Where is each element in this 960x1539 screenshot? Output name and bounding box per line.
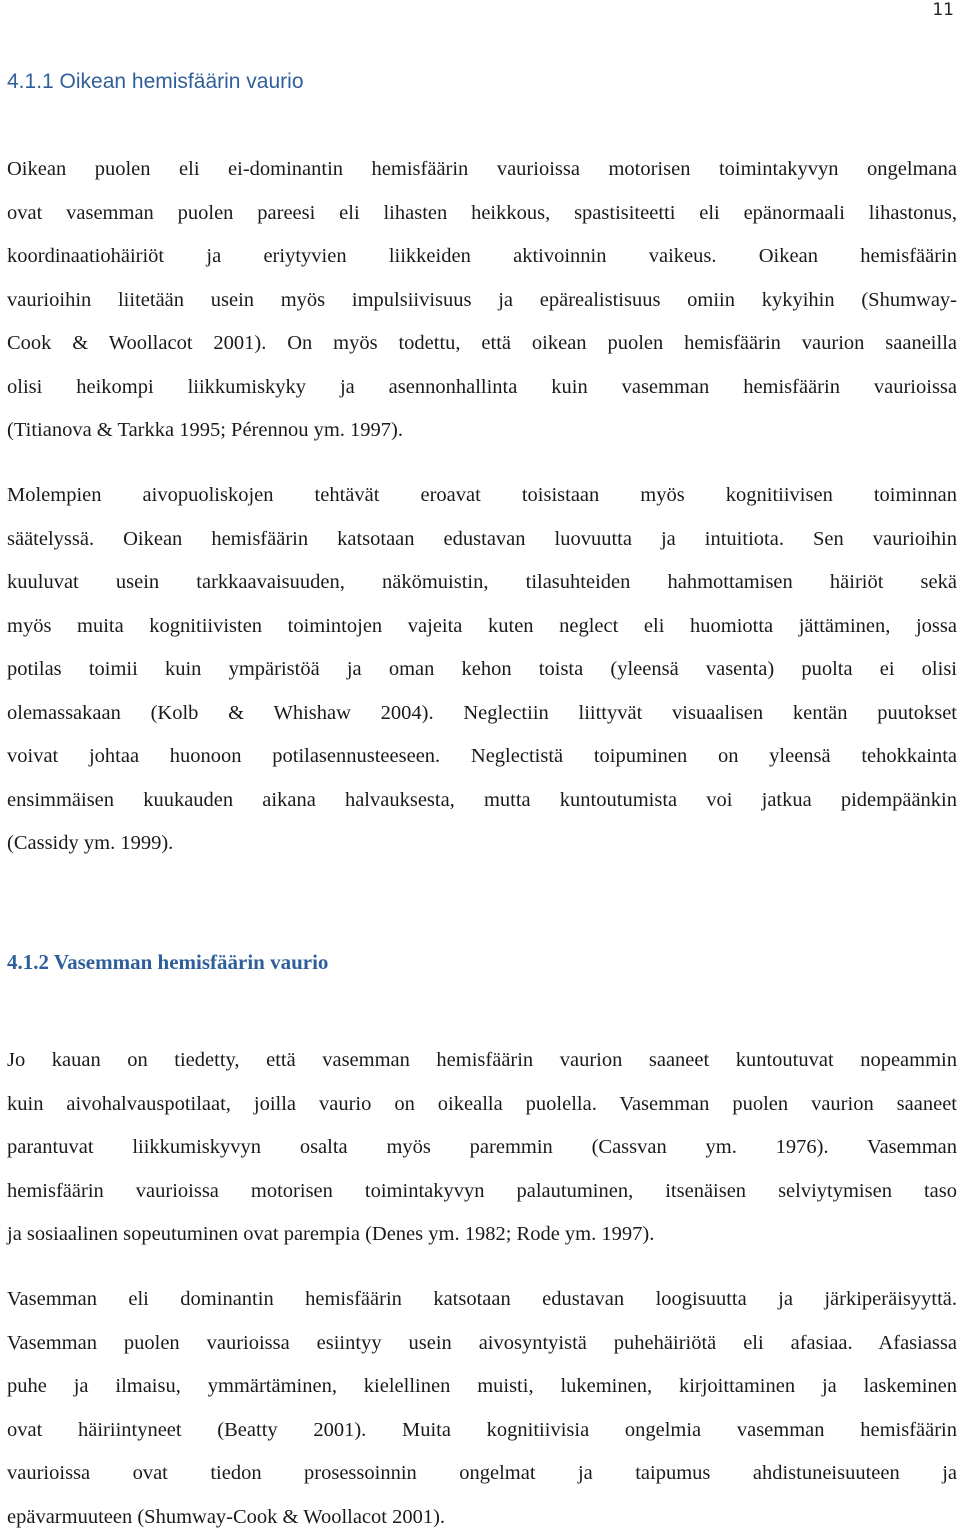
paragraph-right-hemisphere-motor xyxy=(7,148,957,453)
text-line: epävarmuuteen (Shumway-Cook & Woollacot 2001). xyxy=(7,1496,957,1539)
page-number: 11 xyxy=(932,0,954,20)
text-line: kuin aivohalvauspotilaat, joilla vaurio on oikealla puolella. Vasemman puolen vaurion saaneet xyxy=(7,1083,957,1127)
text-line: kuuluvat usein tarkkaavaisuuden, näkömuistin, tilasuhteiden hahmottamisen häiriöt sekä xyxy=(7,561,957,605)
text-line: ja sosiaalinen sopeutuminen ovat parempia (Denes ym. 1982; Rode ym. 1997). xyxy=(7,1213,957,1257)
text-line: ovat häiriintyneet (Beatty 2001). Muita kognitiivisia ongelmia vasemman hemisfäärin xyxy=(7,1409,957,1453)
text-line: (Cassidy ym. 1999). xyxy=(7,822,957,866)
text-line: säätelyssä. Oikean hemisfäärin katsotaan edustavan luovuutta ja intuitiota. Sen vaurioihin xyxy=(7,518,957,562)
text-line: ensimmäisen kuukauden aikana halvauksesta, mutta kuntoutumista voi jatkua pidempäänkin xyxy=(7,779,957,823)
text-line: koordinaatiohäiriöt ja eriytyvien liikkeiden aktivoinnin vaikeus. Oikean hemisfäärin xyxy=(7,235,957,279)
text-line: Jo kauan on tiedetty, että vasemman hemisfäärin vaurion saaneet kuntoutuvat nopeammin xyxy=(7,1039,957,1083)
text-line: Vasemman puolen vaurioissa esiintyy usein aivosyntyistä puhehäiriötä eli afasiaa. Afasiassa xyxy=(7,1322,957,1366)
text-line: (Titianova & Tarkka 1995; Pérennou ym. 1997). xyxy=(7,409,957,453)
text-line: puhe ja ilmaisu, ymmärtäminen, kielellinen muisti, lukeminen, kirjoittaminen ja laskeminen xyxy=(7,1365,957,1409)
paragraph-left-hemisphere-cognitive xyxy=(7,1278,957,1539)
text-line: vaurioihin liitetään usein myös impulsiivisuus ja epärealistisuus omiin kykyihin (Shumway- xyxy=(7,279,957,323)
text-line: voivat johtaa huonoon potilasennusteeseen. Neglectistä toipuminen on yleensä tehokkainta xyxy=(7,735,957,779)
section-heading-left-hemisphere: 4.1.2 Vasemman hemisfäärin vaurio xyxy=(7,950,328,975)
text-line: Molempien aivopuoliskojen tehtävät eroavat toisistaan myös kognitiivisen toiminnan xyxy=(7,474,957,518)
text-line: vaurioissa ovat tiedon prosessoinnin ongelmat ja taipumus ahdistuneisuuteen ja xyxy=(7,1452,957,1496)
text-line: olemassakaan (Kolb & Whishaw 2004). Neglectiin liittyvät visuaalisen kentän puutokset xyxy=(7,692,957,736)
section-heading-right-hemisphere: 4.1.1 Oikean hemisfäärin vaurio xyxy=(7,70,304,94)
paragraph-left-hemisphere-recovery xyxy=(7,1039,957,1257)
paragraph-right-hemisphere-cognitive xyxy=(7,474,957,866)
text-line: Cook & Woollacot 2001). On myös todettu, että oikean puolen hemisfäärin vaurion saaneilla xyxy=(7,322,957,366)
text-line: olisi heikompi liikkumiskyky ja asennonhallinta kuin vasemman hemisfäärin vaurioissa xyxy=(7,366,957,410)
text-line: Vasemman eli dominantin hemisfäärin katsotaan edustavan loogisuutta ja järkiperäisyyttä. xyxy=(7,1278,957,1322)
text-line: hemisfäärin vaurioissa motorisen toimintakyvyn palautuminen, itsenäisen selviytymisen taso xyxy=(7,1170,957,1214)
text-line: myös muita kognitiivisten toimintojen vajeita kuten neglect eli huomiotta jättäminen, jossa xyxy=(7,605,957,649)
text-line: ovat vasemman puolen pareesi eli lihasten heikkous, spastisiteetti eli epänormaali lihastonus, xyxy=(7,192,957,236)
text-line: parantuvat liikkumiskyvyn osalta myös paremmin (Cassvan ym. 1976). Vasemman xyxy=(7,1126,957,1170)
text-line: potilas toimii kuin ympäristöä ja oman kehon toista (yleensä vasenta) puolta ei olisi xyxy=(7,648,957,692)
text-line: Oikean puolen eli ei-dominantin hemisfäärin vaurioissa motorisen toimintakyvyn ongelmana xyxy=(7,148,957,192)
